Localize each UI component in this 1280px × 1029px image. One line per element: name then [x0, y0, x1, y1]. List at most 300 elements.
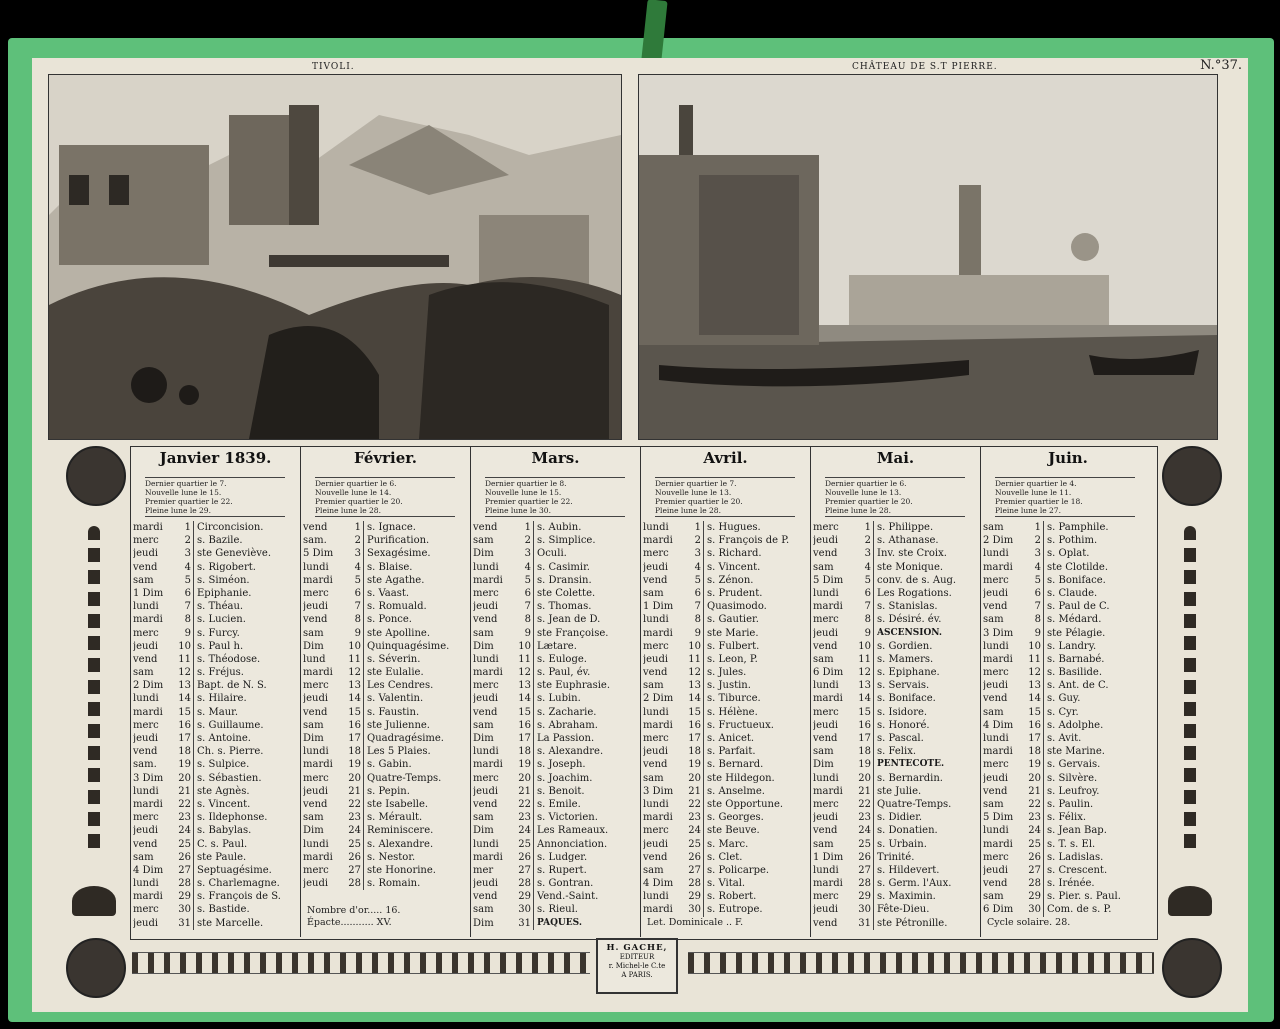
day-number: 28 [341, 877, 364, 890]
saint-name: s. Pothim. [1047, 535, 1098, 547]
bottom-left-medallion [66, 938, 126, 998]
day-number: 5 [341, 574, 364, 587]
day-number: 15 [341, 706, 364, 719]
saint-name: Circoncision. [197, 522, 264, 533]
saint-name: Quatre-Temps. [367, 772, 442, 784]
day-row [301, 838, 463, 851]
saint-name: s. Rieul. [537, 904, 578, 916]
day-row [811, 864, 973, 877]
day-row [131, 719, 293, 732]
weekday: lundi [983, 733, 1009, 744]
saint-name: s. Mamers. [877, 653, 934, 665]
day-number: 23 [341, 811, 364, 824]
day-number: 4 [171, 561, 194, 574]
day-row [301, 561, 463, 574]
saint-name: Oculi. [537, 548, 567, 560]
day-number: 29 [851, 890, 874, 903]
day-number: 30 [681, 903, 704, 916]
weekday: jeudi [643, 746, 669, 758]
weekday: Dim [303, 825, 324, 837]
weekday: vend [133, 561, 158, 573]
saint-name: s. Claude. [1047, 587, 1098, 599]
day-number: 30 [171, 903, 194, 916]
weekday: lundi [473, 561, 499, 573]
saint-name: s. Policarpe. [707, 864, 770, 876]
day-row [131, 534, 293, 547]
day-row [131, 864, 293, 877]
day-row [131, 745, 293, 758]
calendar-grid [130, 446, 1158, 940]
day-number: 26 [681, 851, 704, 864]
saint-name: s. Ladislas. [1047, 851, 1104, 863]
weekday: sam [473, 812, 494, 824]
day-number: 20 [341, 772, 364, 785]
weekday: sam [813, 746, 834, 758]
weekday: lundi [303, 838, 329, 850]
saint-name: s. Lubin. [537, 693, 581, 705]
day-row [131, 706, 293, 719]
day-number: 24 [171, 824, 194, 837]
weekday: mardi [643, 904, 673, 916]
weekday: merc [983, 759, 1009, 771]
day-number: 28 [681, 877, 704, 890]
day-row [981, 719, 1143, 732]
day-number: 13 [681, 679, 704, 692]
day-row [471, 745, 633, 758]
day-row [301, 877, 463, 890]
weekday: lundi [983, 640, 1009, 652]
saint-name: ste Apolline. [367, 627, 431, 639]
saint-name: ste Pétronille. [877, 917, 948, 929]
day-row [471, 917, 633, 930]
day-number: 21 [341, 785, 364, 798]
day-row [471, 613, 633, 626]
day-number: 10 [1021, 640, 1044, 653]
saint-name: s. Maximin. [877, 891, 936, 903]
moon-phase-line: Nouvelle lune le 15. [145, 488, 222, 497]
day-row [811, 811, 973, 824]
weekday: lund [303, 653, 326, 665]
day-number: 2 [341, 534, 364, 547]
weekday: mardi [983, 561, 1013, 573]
saint-name: Trinité. [877, 851, 915, 863]
day-row [131, 838, 293, 851]
day-number: 28 [511, 877, 534, 890]
weekday: vend [983, 601, 1008, 613]
weekday: 4 Dim [133, 864, 164, 876]
saint-name: s. Fréjus. [197, 667, 244, 679]
saint-name: Quasimodo. [707, 601, 767, 613]
day-number: 29 [171, 890, 194, 903]
weekday: 5 Dim [303, 548, 334, 560]
day-row [471, 877, 633, 890]
day-row [131, 561, 293, 574]
weekday: lundi [133, 878, 159, 890]
day-row [301, 521, 463, 534]
weekday: sam [303, 627, 324, 639]
day-row [981, 692, 1143, 705]
day-row [131, 600, 293, 613]
saint-name: s. Pascal. [877, 733, 924, 744]
weekday: sam [813, 653, 834, 665]
day-row [811, 745, 973, 758]
weekday: 6 Dim [813, 667, 844, 679]
day-row [471, 547, 633, 560]
moon-phase-line: Nouvelle lune le 11. [995, 488, 1072, 497]
day-row [471, 838, 633, 851]
moon-phase-line: Pleine lune le 27. [995, 506, 1061, 515]
saint-name: s. Lucien. [197, 614, 246, 626]
day-list [471, 521, 633, 930]
day-number: 8 [851, 613, 874, 626]
saint-name: Les Cendres. [367, 680, 434, 692]
weekday: mardi [813, 878, 843, 890]
saint-name: s. Ildephonse. [197, 812, 268, 824]
weekday: lundi [473, 653, 499, 665]
month-title: Février. [354, 449, 417, 467]
day-row [471, 903, 633, 916]
day-list [811, 521, 973, 930]
day-row [641, 613, 803, 626]
day-row [811, 824, 973, 837]
day-number: 13 [511, 679, 534, 692]
saint-name: s. Hilaire. [197, 693, 247, 705]
saint-name: s. Charlemagne. [197, 878, 280, 890]
day-number: 4 [681, 561, 704, 574]
day-number: 25 [1021, 838, 1044, 851]
month-title: Mars. [531, 449, 580, 467]
left-ornament-column [62, 446, 126, 938]
saint-name: s. Paulin. [1047, 798, 1094, 810]
day-row [641, 719, 803, 732]
saint-name: s. Fulbert. [707, 640, 760, 652]
moon-phase-line: Nouvelle lune le 14. [315, 488, 392, 497]
publisher-cartouche [596, 938, 678, 994]
month-title: Janvier 1839. [159, 449, 272, 467]
day-row [641, 521, 803, 534]
weekday: mardi [643, 627, 673, 639]
day-row [981, 653, 1143, 666]
saint-name: Vend.-Saint. [537, 891, 599, 903]
saint-name: Quinquagésime. [367, 640, 450, 652]
day-number: 25 [681, 838, 704, 851]
weekday: lundi [303, 746, 329, 758]
weekday: 3 Dim [133, 772, 164, 784]
day-number: 16 [1021, 719, 1044, 732]
day-row [131, 785, 293, 798]
day-row [131, 587, 293, 600]
saint-name: s. Désiré. év. [877, 614, 942, 626]
weekday: jeudi [813, 812, 839, 824]
day-number: 5 [681, 574, 704, 587]
day-row [981, 679, 1143, 692]
saint-name: s. Hildevert. [877, 864, 940, 876]
weekday: jeudi [813, 904, 839, 916]
left-top-medallion [66, 446, 126, 506]
saint-name: ste Paule. [197, 851, 247, 863]
day-number: 27 [511, 864, 534, 877]
right-palmette [1168, 886, 1212, 916]
saint-name: s. Babylas. [197, 825, 252, 837]
day-number: 22 [171, 798, 194, 811]
weekday: 4 Dim [983, 719, 1014, 731]
day-number: 7 [341, 600, 364, 613]
moon-phases [145, 477, 285, 517]
day-number: 27 [681, 864, 704, 877]
moon-phases [655, 477, 795, 517]
day-number: 4 [851, 561, 874, 574]
day-number: 15 [511, 706, 534, 719]
moon-phase-line: Pleine lune le 30. [485, 506, 551, 515]
weekday: jeudi [133, 548, 159, 560]
day-number: 26 [1021, 851, 1044, 864]
saint-name: s. Dransin. [537, 574, 592, 586]
weekday: vend [983, 693, 1008, 705]
day-number: 2 [511, 534, 534, 547]
saint-name: La Passion. [537, 733, 595, 744]
day-row [641, 864, 803, 877]
day-number: 22 [851, 798, 874, 811]
saint-name: s. Bernard. [707, 759, 764, 771]
moon-phase-line: Dernier quartier le 7. [655, 479, 737, 488]
day-row [131, 666, 293, 679]
day-number: 23 [681, 811, 704, 824]
saint-name: s. Maur. [197, 706, 238, 718]
month-footer-note: Let. Dominicale .. F. [647, 917, 744, 928]
day-number: 6 [851, 587, 874, 600]
saint-name: s. Gervais. [1047, 759, 1101, 771]
moon-phases [995, 477, 1135, 517]
day-row [641, 547, 803, 560]
saint-name: s. Ignace. [367, 522, 416, 533]
day-row [641, 653, 803, 666]
saint-name: s. Casimir. [537, 561, 590, 573]
day-number: 24 [511, 824, 534, 837]
day-row [981, 627, 1143, 640]
day-row [981, 890, 1143, 903]
weekday: lundi [643, 614, 669, 626]
weekday: merc [813, 706, 839, 718]
day-number: 14 [171, 692, 194, 705]
day-row [301, 785, 463, 798]
weekday: vend [813, 640, 838, 652]
day-row [981, 838, 1143, 851]
saint-name: s. Blaise. [367, 561, 413, 573]
day-row [811, 587, 973, 600]
day-number: 19 [171, 758, 194, 771]
day-number: 14 [511, 692, 534, 705]
weekday: vend [303, 798, 328, 810]
day-number: 2 [1021, 534, 1044, 547]
day-number: 3 [851, 547, 874, 560]
weekday: vend [813, 733, 838, 744]
weekday: lundi [643, 798, 669, 810]
day-row [811, 719, 973, 732]
day-row [641, 903, 803, 916]
day-row [471, 785, 633, 798]
weekday: merc [643, 733, 669, 744]
day-number: 26 [171, 851, 194, 864]
day-number: 11 [851, 653, 874, 666]
weekday: jeudi [983, 680, 1009, 692]
moon-phases [315, 477, 455, 517]
day-number: 20 [681, 772, 704, 785]
saint-name: s. Felix. [877, 746, 917, 758]
month-column [811, 447, 981, 937]
day-number: 2 [171, 534, 194, 547]
day-row [811, 574, 973, 587]
day-row [981, 745, 1143, 758]
day-row [641, 666, 803, 679]
saint-name: Quatre-Temps. [877, 798, 952, 810]
saint-name: s. Gontran. [537, 878, 594, 890]
weekday: mardi [983, 838, 1013, 850]
saint-name: s. Anselme. [707, 785, 765, 797]
month-column [131, 447, 301, 937]
day-row [641, 640, 803, 653]
day-number: 11 [1021, 653, 1044, 666]
saint-name: ste Pélagie. [1047, 627, 1106, 639]
month-footer-note: Épacte........... XV. [307, 917, 392, 928]
day-number: 28 [851, 877, 874, 890]
day-number: 18 [681, 745, 704, 758]
weekday: jeudi [983, 772, 1009, 784]
saint-name: s. Adolphe. [1047, 719, 1104, 731]
weekday: merc [303, 680, 329, 692]
day-row [471, 798, 633, 811]
day-row [811, 772, 973, 785]
weekday: mardi [133, 798, 163, 810]
month-column [301, 447, 471, 937]
day-list [301, 521, 463, 890]
saint-name: s. Boniface. [877, 693, 936, 705]
saint-name: s. Parfait. [707, 746, 756, 758]
day-number: 17 [681, 732, 704, 745]
day-number: 9 [511, 627, 534, 640]
weekday: jeudi [473, 693, 499, 705]
day-row [301, 758, 463, 771]
saint-name: s. Anicet. [707, 733, 755, 744]
saint-name: s. Didier. [877, 812, 923, 824]
day-number: 10 [851, 640, 874, 653]
month-title: Juin. [1048, 449, 1088, 467]
saint-name: s. Rigobert. [197, 561, 256, 573]
day-row [131, 640, 293, 653]
weekday: merc [643, 548, 669, 560]
day-number: 8 [341, 613, 364, 626]
weekday: sam [983, 522, 1004, 533]
moon-phase-line: Premier quartier le 20. [655, 497, 743, 506]
left-scroll-ornament [88, 526, 100, 856]
saint-name: s. Thomas. [537, 601, 592, 613]
saint-name: s. Germ. l'Aux. [877, 878, 952, 890]
day-number: 9 [851, 627, 874, 640]
day-row [301, 534, 463, 547]
weekday: jeudi [473, 878, 499, 890]
weekday: 6 Dim [983, 904, 1014, 916]
day-number: 28 [1021, 877, 1044, 890]
weekday: mardi [813, 693, 843, 705]
saint-name: s. Justin. [707, 680, 751, 692]
day-row [131, 574, 293, 587]
saint-name: s. Ludger. [537, 851, 588, 863]
day-row [301, 600, 463, 613]
weekday: vend [473, 706, 498, 718]
month-column [981, 447, 1155, 937]
day-number: 27 [171, 864, 194, 877]
saint-name: s. Boniface. [1047, 574, 1106, 586]
day-row [811, 851, 973, 864]
saint-name: s. Jean de D. [537, 614, 601, 626]
day-row [301, 653, 463, 666]
weekday: merc [473, 772, 499, 784]
weekday: merc [133, 627, 159, 639]
saint-name: s. Paul, év. [537, 667, 591, 679]
weekday: mardi [643, 535, 673, 547]
day-row [131, 653, 293, 666]
day-number: 23 [171, 811, 194, 824]
saint-name: s. Valentin. [367, 693, 424, 705]
day-row [811, 627, 973, 640]
weekday: lundi [643, 891, 669, 903]
bottom-right-frieze [688, 952, 1154, 974]
weekday: mardi [303, 759, 333, 771]
left-palmette [72, 886, 116, 916]
saint-name: s. Servais. [877, 680, 930, 692]
weekday: sam [643, 772, 664, 784]
day-number: 16 [681, 719, 704, 732]
weekday: sam. [303, 535, 327, 547]
day-number: 19 [681, 758, 704, 771]
weekday: merc [133, 719, 159, 731]
day-row [981, 613, 1143, 626]
day-number: 24 [1021, 824, 1044, 837]
saint-name: s. Philippe. [877, 522, 934, 533]
saint-name: Les 5 Plaies. [367, 746, 431, 758]
day-row [131, 772, 293, 785]
day-number: 16 [851, 719, 874, 732]
weekday: sam [643, 680, 664, 692]
day-row [981, 561, 1143, 574]
weekday: jeudi [473, 785, 499, 797]
day-row [811, 706, 973, 719]
weekday: lundi [303, 561, 329, 573]
day-row [301, 666, 463, 679]
saint-name: s. T. s. El. [1047, 838, 1096, 850]
moon-phase-line: Nouvelle lune le 15. [485, 488, 562, 497]
day-number: 31 [851, 917, 874, 930]
saint-name: s. Médard. [1047, 614, 1102, 626]
weekday: merc [133, 812, 159, 824]
day-row [641, 824, 803, 837]
day-row [811, 877, 973, 890]
day-row [471, 561, 633, 574]
day-number: 3 [1021, 547, 1044, 560]
day-number: 18 [1021, 745, 1044, 758]
weekday: 1 Dim [133, 587, 164, 599]
day-list [981, 521, 1143, 917]
day-number: 29 [1021, 890, 1044, 903]
saint-name: s. Alexandre. [367, 838, 434, 850]
saint-name: Bapt. de N. S. [197, 680, 267, 692]
weekday: vend [813, 548, 838, 560]
saint-name: s. Tiburce. [707, 693, 761, 705]
day-row [981, 758, 1143, 771]
day-row [981, 851, 1143, 864]
day-row [981, 772, 1143, 785]
day-row [641, 574, 803, 587]
saint-name: s. Jules. [707, 667, 747, 679]
